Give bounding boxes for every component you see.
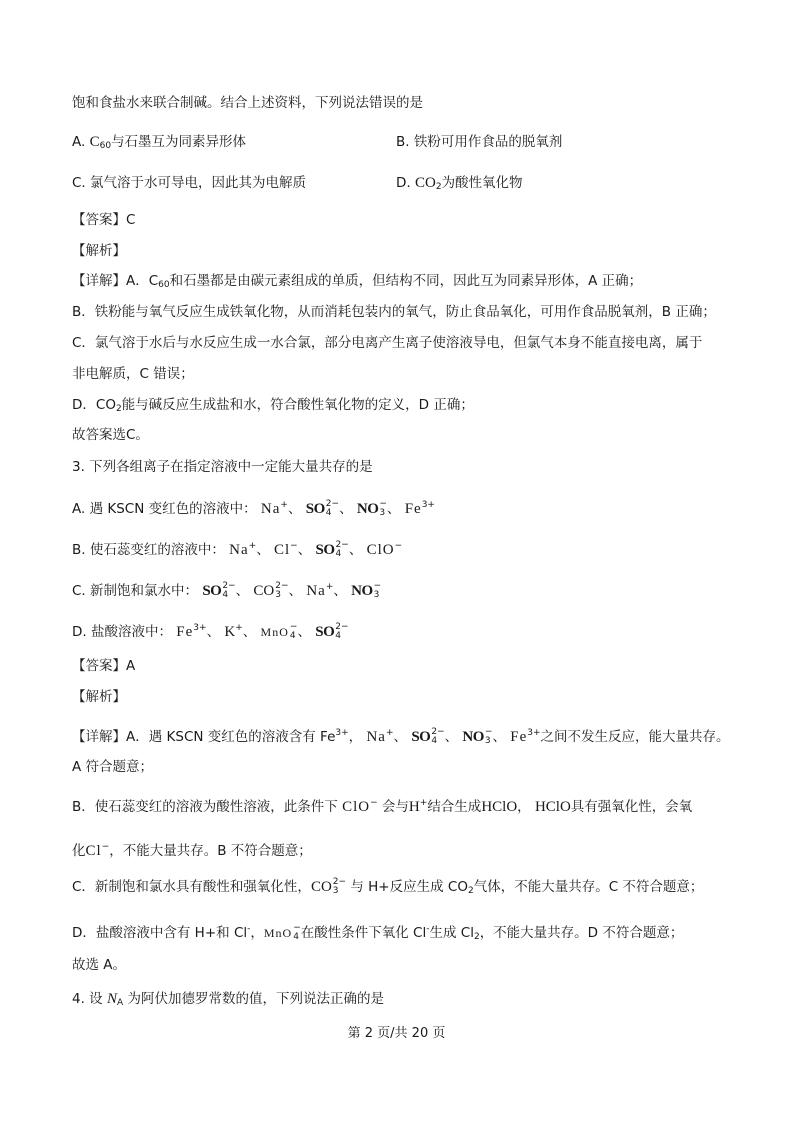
separator: 、 — [288, 583, 303, 599]
charge: 2− — [335, 540, 349, 550]
formula-c60: C — [89, 134, 100, 150]
subscript: 4 — [431, 736, 438, 746]
subscript: 4 — [222, 590, 229, 600]
option-a-label: A. — [72, 134, 90, 150]
detail-text: 会与 — [381, 799, 409, 815]
conclusion-text: 故答案选C。 — [72, 427, 149, 443]
charge: 3+ — [335, 728, 349, 738]
question-text: 4. 设 — [72, 991, 107, 1007]
charge: - — [426, 924, 430, 934]
option-text: B. 使石蕊变红的溶液中： — [72, 542, 225, 558]
detail-text: C．氯气溶于水后与水反应生成一水合氯，部分电离产生离子使溶液导电，但氯气本身不能直接电离，属于 — [72, 335, 703, 351]
separator: 、 — [444, 729, 459, 745]
charge: 2− — [332, 877, 347, 887]
option-b — [396, 132, 562, 152]
charge: + — [419, 798, 428, 808]
detail-text: 在酸性条件下氧化 Cl — [300, 925, 427, 941]
stem-continuation — [72, 93, 423, 113]
page-number: 第 2 页/共 20 页 — [347, 1026, 446, 1041]
page-footer — [0, 1022, 793, 1041]
ion-so4: SO — [315, 624, 335, 640]
detail-text: ，不能大量共存。D 不符合题意； — [479, 925, 684, 941]
ion-so4: SO — [202, 583, 222, 599]
analysis-heading — [72, 241, 126, 261]
charge: 3+ — [193, 623, 207, 633]
option-b-text: B. 铁粉可用作食品的脱氧剂 — [396, 134, 563, 150]
detail-text: ， — [250, 925, 264, 941]
ion-fe: Fe — [404, 501, 422, 517]
conclusion — [72, 955, 126, 975]
detail-text: 能与碱反应生成盐和水，符合酸性氧化物的定义，D 正确； — [121, 397, 474, 413]
detail-text: 【详解】A．遇 KSCN 变红色的溶液含有 Fe — [72, 729, 336, 745]
charge: 2− — [275, 581, 289, 591]
detail-line — [72, 919, 683, 947]
ion-cl: Cl — [273, 542, 291, 558]
detail-line — [72, 793, 692, 817]
answer — [72, 210, 135, 230]
ion-fe: Fe — [176, 624, 194, 640]
ion-no3: NO — [351, 583, 373, 599]
q3-option-a — [72, 495, 435, 519]
detail-line — [72, 837, 312, 861]
charge: − — [379, 499, 387, 509]
option-text: A. 遇 KSCN 变红色的溶液中： — [72, 501, 257, 517]
ion-clo: ClO — [342, 799, 371, 815]
option-a — [72, 132, 246, 156]
subscript: 3 — [379, 508, 386, 518]
detail-line — [72, 877, 703, 901]
charge: + — [280, 500, 288, 510]
ion-so4: SO — [305, 501, 325, 517]
charge: − — [484, 727, 493, 737]
separator: 、 — [235, 583, 250, 599]
subscript: 4 — [293, 932, 299, 942]
subscript: A — [116, 998, 124, 1008]
subscript: 4 — [335, 549, 342, 559]
option-d — [396, 173, 523, 197]
detail-line — [72, 364, 194, 384]
formula-co2-sub: 2 — [435, 182, 442, 192]
separator: 、 — [287, 501, 302, 517]
separator: 、 — [393, 729, 408, 745]
sub-2: 2 — [467, 886, 474, 896]
ion-na: Na — [229, 542, 249, 558]
charge: 2− — [222, 581, 236, 591]
subscript: 3 — [373, 590, 380, 600]
separator: 、 — [206, 624, 221, 640]
charge: 2− — [431, 727, 445, 737]
detail-line — [72, 333, 702, 353]
charge: + — [385, 728, 394, 738]
detail-text: B．使石蕊变红的溶液为酸性溶液，此条件下 — [72, 799, 338, 815]
charge: − — [370, 798, 378, 808]
detail-text: 非电解质，C 错误； — [72, 366, 194, 382]
subscript: 4 — [325, 508, 332, 518]
option-c-text: C. 氯气溶于水可导电，因此其为电解质 — [72, 175, 307, 191]
conclusion-text: 故选 A。 — [72, 957, 127, 973]
ion-fe: Fe — [510, 729, 528, 745]
subscript: 3 — [275, 590, 281, 600]
option-a-text: 与石墨互为同素异形体 — [111, 134, 247, 150]
question-3-stem — [72, 457, 373, 477]
question-text: 3. 下列各组离子在指定溶液中一定能大量共存的是 — [72, 459, 373, 475]
separator: 、 — [297, 624, 311, 640]
charge: − — [289, 622, 298, 632]
detail-line — [72, 757, 153, 777]
conclusion — [72, 425, 149, 445]
sub-60: 60 — [158, 280, 170, 290]
ion-clo: ClO — [366, 542, 395, 558]
question-text: 为阿伏加德罗常数的值，下列说法正确的是 — [123, 991, 384, 1007]
detail-line — [72, 271, 642, 295]
detail-text: 化 — [72, 843, 86, 859]
ion-k: K — [224, 624, 236, 640]
option-c — [72, 173, 306, 193]
q3-option-d — [72, 618, 349, 642]
answer — [72, 656, 135, 676]
subscript: 3 — [332, 886, 339, 896]
ion-na: Na — [260, 501, 281, 517]
separator: 、 — [242, 624, 257, 640]
subscript: 3 — [484, 736, 491, 746]
symbol-na: N — [106, 991, 117, 1007]
ion-mno4: MnO — [260, 625, 289, 639]
ion-na: Na — [306, 583, 326, 599]
charge: 2− — [325, 499, 340, 509]
charge: 3+ — [527, 728, 541, 738]
analysis-heading — [72, 687, 126, 707]
separator: 、 — [256, 542, 270, 558]
q3-option-b — [72, 536, 402, 560]
detail-text: D．CO — [72, 397, 116, 413]
detail-text: ，不能大量共存。B 不符合题意； — [109, 843, 312, 859]
option-d-label: D. — [396, 175, 415, 191]
charge: − — [394, 541, 403, 551]
separator: ， — [348, 729, 363, 745]
ion-so4: SO — [315, 542, 335, 558]
ion-co3: CO — [310, 879, 332, 895]
q3-option-c — [72, 577, 381, 601]
charge: − — [373, 581, 382, 591]
charge: + — [248, 541, 257, 551]
ion-so4: SO — [411, 729, 431, 745]
charge: 2− — [335, 622, 349, 632]
charge: 3+ — [421, 500, 435, 510]
detail-text: 【详解】A．C — [72, 273, 159, 289]
detail-text: B．铁粉能与氧气反应生成铁氧化物，从而消耗包装内的氧气，防止食品氧化，可用作食品脱氧剂，B 正确； — [72, 304, 716, 320]
detail-text: 生成 Cl — [429, 925, 474, 941]
detail-text: 结合生成 — [427, 799, 482, 815]
subscript: 4 — [289, 631, 296, 641]
sub-2: 2 — [115, 404, 122, 414]
ion-cl: Cl — [85, 843, 102, 859]
detail-text: 和石墨都是由碳元素组成的单质，但结构不同，因此互为同素异形体，A 正确； — [169, 273, 643, 289]
separator: 、 — [386, 501, 401, 517]
charge: − — [293, 923, 301, 933]
ion-co3: CO — [253, 583, 275, 599]
analysis-label: 【解析】 — [72, 689, 126, 705]
formula-co2: CO — [414, 175, 436, 191]
separator: 、 — [348, 542, 363, 558]
ion-na: Na — [366, 729, 386, 745]
subscript: 4 — [335, 631, 341, 641]
charge: - — [247, 924, 251, 934]
stem-text: 饱和食盐水来联合制碱。结合上述资料，下列说法错误的是 — [72, 95, 423, 111]
detail-line — [72, 302, 716, 322]
ion-no3: NO — [356, 501, 379, 517]
option-text: C. 新制饱和氯水中： — [72, 583, 199, 599]
analysis-label: 【解析】 — [72, 243, 126, 259]
separator: 、 — [339, 501, 353, 517]
separator: 、 — [492, 729, 506, 745]
formula-c60-sub: 60 — [99, 141, 112, 151]
detail-text: D．盐酸溶液中含有 H+和 Cl — [72, 925, 248, 941]
answer-text: 【答案】A — [72, 658, 136, 674]
question-4-stem — [72, 989, 384, 1013]
charge: − — [101, 842, 110, 852]
formula-hclo: HClO — [534, 799, 571, 815]
detail-line — [72, 395, 474, 419]
detail-text: 之间不发生反应，能大量共存。 — [540, 729, 730, 745]
ion-no3: NO — [462, 729, 484, 745]
ion-mno4: MnO — [263, 926, 293, 940]
charge: + — [235, 623, 243, 633]
ion-h: H — [408, 799, 420, 815]
charge: − — [290, 541, 298, 551]
option-text: D. 盐酸溶液中： — [72, 624, 172, 640]
detail-text: 具有强氧化性，会氧 — [570, 799, 693, 815]
sub-2: 2 — [473, 932, 480, 942]
formula-hclo: HClO — [481, 799, 518, 815]
detail-text: C．新制饱和氯水具有酸性和强氧化性， — [72, 879, 311, 895]
detail-text: A 符合题意； — [72, 759, 154, 775]
detail-text: 气体，不能大量共存。C 不符合题意； — [473, 879, 704, 895]
option-d-text: 为酸性氧化物 — [441, 175, 523, 191]
separator: ， — [517, 799, 531, 815]
separator: 、 — [333, 583, 347, 599]
separator: 、 — [297, 542, 312, 558]
charge: + — [325, 582, 334, 592]
detail-text: 与 H+反应生成 CO — [350, 879, 468, 895]
answer-text: 【答案】C — [72, 212, 136, 228]
detail-line — [72, 723, 730, 747]
